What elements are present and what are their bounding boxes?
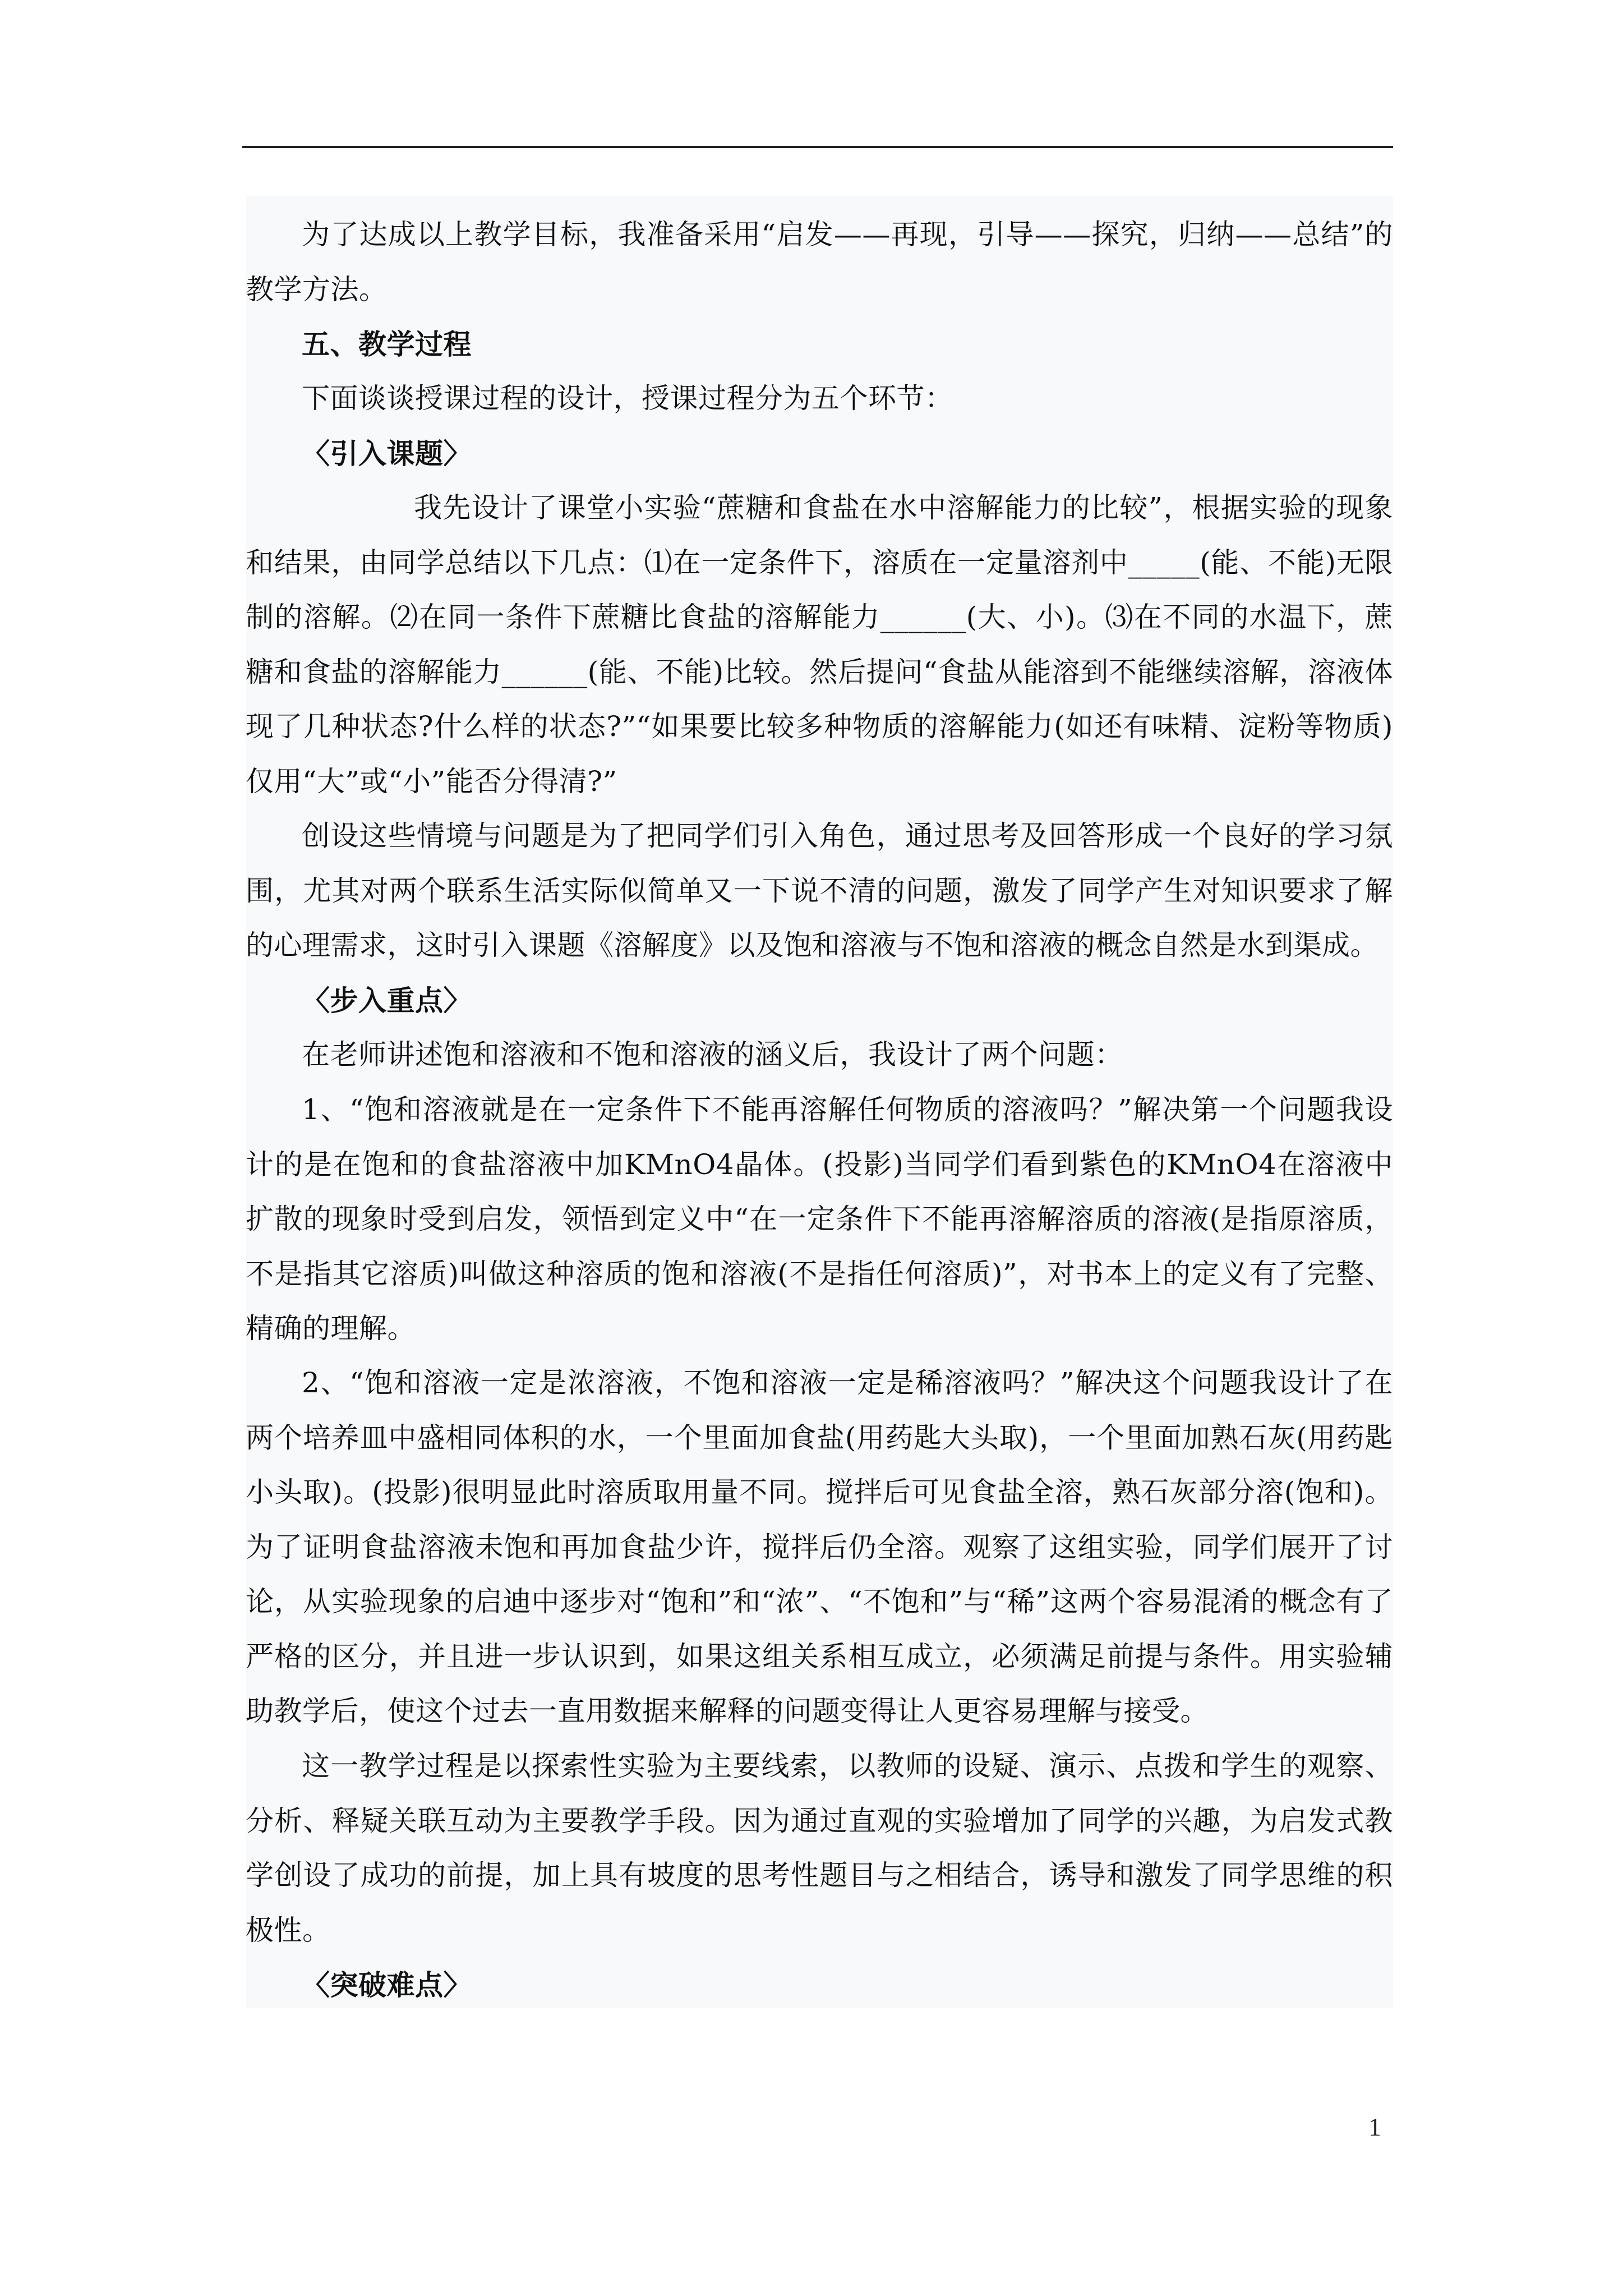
document-body [246,196,1393,2008]
paragraph-process-intro: 下面谈谈授课过程的设计，授课过程分为五个环节： [302,382,953,415]
paragraph-situation-creation: 创设这些情境与问题是为了把同学们引入角色，通过思考及回答形成一个良好的学习氛围，尤其对两个联系生活实际似简单又一下说不清的问题，激发了同学产生对知识要求了解的心理需求，这时引入课题《溶解度》以及饱和溶液与不饱和溶液的概念自然是水到渠成。 [246,820,1393,961]
paragraph-question-two: 2、“饱和溶液一定是浓溶液，不饱和溶液一定是稀溶液吗？”解决这个问题我设计了在两个培养皿中盛相同体积的水，一个里面加食盐(用药匙大头取)，一个里面加熟石灰(用药匙小头取)。(投影)很明显此时溶质取用量不同。搅拌后可见食盐全溶，熟石灰部分溶(饱和)。为了证明食盐溶液未饱和再加食盐少许，搅拌后仍全溶。观察了这组实验，同学们展开了讨论，从实验现象的启迪中逐步对“饱和”和“浓”、“不饱和”与“稀”这两个容易混淆的概念有了严格的区分，并且进一步认识到，如果这组关系相互成立，必须满足前提与条件。用实验辅助教学后，使这个过去一直用数据来解释的问题变得让人更容易理解与接受。 [246,1366,1393,1727]
section-heading-teaching-process: 五、教学过程 [302,328,472,361]
subheading-break-difficulty: 〈突破难点〉 [302,1968,472,2001]
paragraph-process-summary: 这一教学过程是以探索性实验为主要线索，以教师的设疑、演示、点拨和学生的观察、分析、释疑关联互动为主要教学手段。因为通过直观的实验增加了同学的兴趣，为启发式教学创设了成功的前提，加上具有坡度的思考性题目与之相结合，诱导和激发了同学思维的积极性。 [246,1750,1393,1947]
header-rule [242,146,1393,148]
paragraph-two-questions: 在老师讲述饱和溶液和不饱和溶液的涵义后，我设计了两个问题： [302,1038,1123,1071]
page-number: 1 [1368,2113,1381,2141]
paragraph-question-one: 1、“饱和溶液就是在一定条件下不能再溶解任何物质的溶液吗？”解决第一个问题我设计的是在饱和的食盐溶液中加KMnO4晶体。(投影)当同学们看到紫色的KMnO4在溶液中扩散的现象时受到启发，领悟到定义中“在一定条件下不能再溶解溶质的溶液(是指原溶质，不是指其它溶质)叫做这种溶质的饱和溶液(不是指任何溶质)”，对书本上的定义有了完整、精确的理解。 [246,1093,1393,1345]
paragraph-teaching-method: 为了达成以上教学目标，我准备采用“启发——再现，引导——探究，归纳——总结”的教学方法。 [246,218,1393,306]
subheading-key-points: 〈步入重点〉 [302,984,472,1017]
paragraph-experiment-design: 我先设计了课堂小实验“蔗糖和食盐在水中溶解能力的比较”，根据实验的现象和结果，由同学总结以下几点：⑴在一定条件下，溶质在一定量溶剂中_____(能、不能)无限制的溶解。⑵在同一条件下蔗糖比食盐的溶解能力______(大、小)。⑶在不同的水温下，蔗糖和食盐的溶解能力______(能、不能)比较。然后提问“食盐从能溶到不能继续溶解，溶液体现了几种状态?什么样的状态?”“如果要比较多种物质的溶解能力(如还有味精、淀粉等物质)仅用“大”或“小”能否分得清?” [246,491,1393,798]
subheading-introduce-topic: 〈引入课题〉 [302,437,472,470]
